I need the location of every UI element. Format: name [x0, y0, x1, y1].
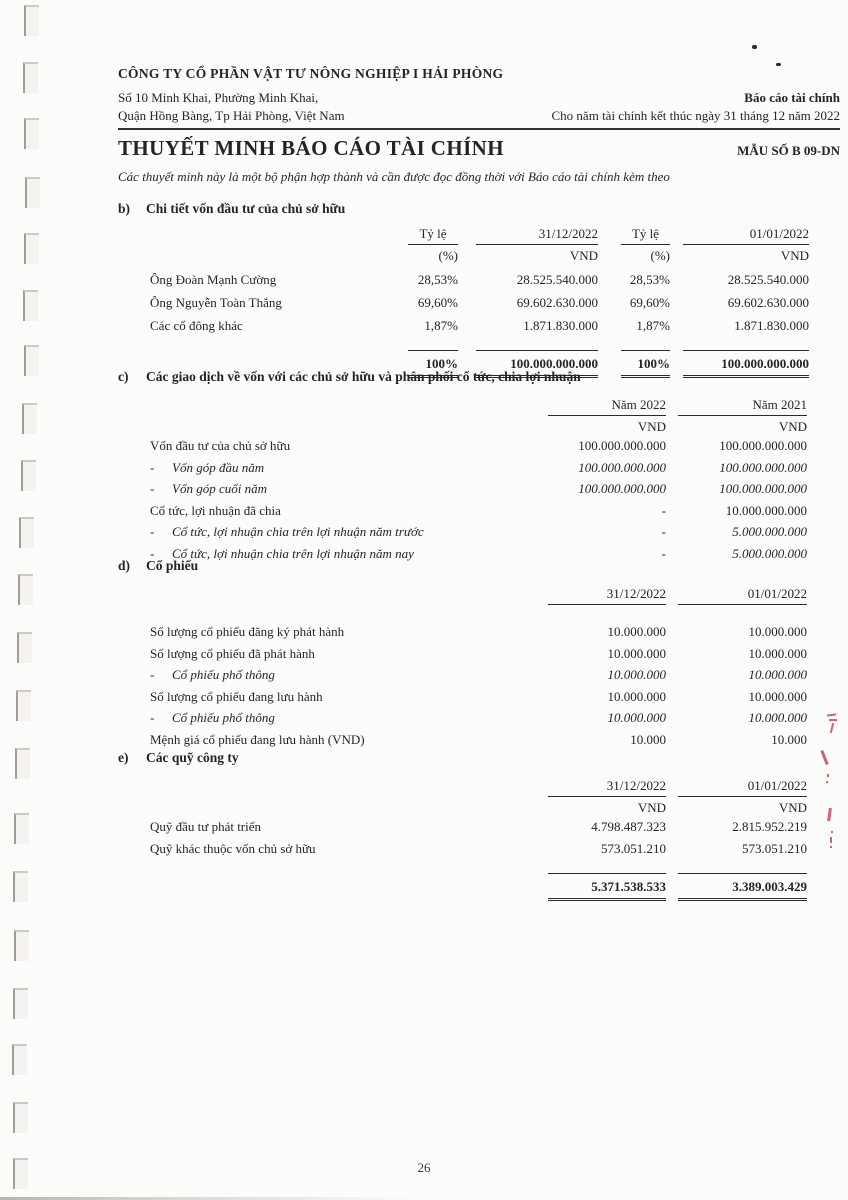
column-header: Tỷ lệ [621, 226, 670, 245]
column-header: Năm 2021 [678, 397, 807, 416]
row-label: Mệnh giá cổ phiếu đang lưu hành (VND) [150, 731, 365, 747]
section-title: Các quỹ công ty [146, 750, 239, 765]
title-row [118, 136, 840, 161]
company-name: CÔNG TY CỔ PHẦN VẬT TƯ NÔNG NGHIỆP I HẢI PHÒNG [118, 66, 504, 81]
section-letter: c) [118, 369, 129, 384]
row-label: Vốn góp cuối năm [172, 481, 267, 496]
section-heading [118, 369, 840, 385]
table-row: Số lượng cổ phiếu đăng ký phát hành 10.000.000 10.000.000 [118, 621, 807, 643]
row-label: Ông Đoàn Mạnh Cường [150, 272, 277, 287]
row-label: Số lượng cổ phiếu đã phát hành [150, 645, 315, 661]
table-row: Quỹ khác thuộc vốn chủ sở hữu 573.051.210 573.051.210 [118, 838, 807, 860]
column-unit: VND [569, 248, 598, 263]
section-company-funds [118, 750, 840, 901]
column-header: Năm 2022 [548, 397, 666, 416]
row-label: Vốn góp đầu năm [172, 459, 265, 475]
row-label: Ông Nguyễn Toàn Thắng [150, 295, 282, 310]
table-row: Ông Nguyễn Toàn Thắng 69,60% 69.602.630.000 69,60% 69.602.630.000 [118, 291, 840, 314]
page-number: 26 [417, 1160, 431, 1175]
table-subheader-row [118, 248, 840, 264]
table-subrow: - Cổ tức, lợi nhuận chia trên lợi nhuận năm trước - 5.000.000.000 [118, 521, 807, 543]
column-unit: VND [778, 800, 807, 815]
table-header-row [118, 778, 807, 797]
column-header: Tỷ lệ [408, 226, 458, 245]
table-row: Các cổ đông khác 1,87% 1.871.830.000 1,87% 1.871.830.000 [118, 314, 840, 337]
table-row: Số lượng cổ phiếu đang lưu hành 10.000.000 10.000.000 [118, 686, 807, 708]
section-heading [118, 558, 840, 574]
section-capital-transactions [118, 369, 840, 564]
column-header: 01/01/2022 [683, 226, 809, 245]
report-period: Cho năm tài chính kết thúc ngày 31 tháng 12 năm 2022 [551, 108, 840, 123]
section-heading [118, 201, 840, 217]
section-letter: d) [118, 558, 131, 573]
column-unit: VND [637, 800, 666, 815]
row-label: Quỹ đầu tư phát triển [150, 819, 262, 834]
table-header-row [118, 397, 807, 416]
row-label: Cổ phiếu phổ thông [172, 667, 275, 682]
row-label: Các cổ đông khác [150, 318, 243, 333]
column-header: 31/12/2022 [548, 586, 666, 605]
scan-speck [752, 45, 757, 49]
column-unit: VND [778, 419, 807, 434]
report-type-label: Báo cáo tài chính [744, 90, 840, 105]
column-unit: (%) [650, 248, 670, 263]
header-meta-row [118, 89, 840, 130]
table-row: Số lượng cổ phiếu đã phát hành 10.000.000 10.000.000 [118, 643, 807, 665]
table-subrow: - Cổ tức, lợi nhuận chia trên lợi nhuận năm nay - 5.000.000.000 [118, 543, 807, 565]
row-label: Cổ tức, lợi nhuận chia trên lợi nhuận năm nay [172, 545, 414, 561]
table-row: Mệnh giá cổ phiếu đang lưu hành (VND) 10.000 10.000 [118, 729, 807, 751]
row-label: Vốn đầu tư của chủ sở hữu [150, 438, 291, 453]
column-unit: VND [637, 419, 666, 434]
section-title: Chi tiết vốn đầu tư của chủ sở hữu [146, 201, 346, 216]
column-header: 01/01/2022 [678, 586, 807, 605]
column-unit: VND [780, 248, 809, 263]
table-header-row [118, 226, 840, 245]
table-total-row: 5.371.538.533 3.389.003.429 [118, 873, 807, 901]
section-title: Cổ phiếu [146, 558, 199, 573]
column-header: 31/12/2022 [548, 778, 666, 797]
page-title: THUYẾT MINH BÁO CÁO TÀI CHÍNH [118, 136, 504, 160]
address-line-1: Số 10 Minh Khai, Phường Minh Khai, [118, 90, 319, 105]
row-label: Quỹ khác thuộc vốn chủ sở hữu [150, 840, 316, 856]
table-subrow: - Cổ phiếu phổ thông 10.000.000 10.000.000 [118, 707, 807, 729]
section-shares [118, 558, 840, 750]
column-header: 31/12/2022 [476, 226, 598, 245]
table-subrow: - Vốn góp cuối năm 100.000.000.000 100.000.000.000 [118, 478, 807, 500]
row-label: Số lượng cổ phiếu đang lưu hành [150, 688, 323, 704]
table-row: Ông Đoàn Mạnh Cường 28,53% 28.525.540.000 28,53% 28.525.540.000 [118, 268, 840, 291]
section-letter: b) [118, 201, 131, 216]
row-label: Cổ phiếu phổ thông [172, 710, 275, 725]
table-subrow: - Vốn góp đầu năm 100.000.000.000 100.000.000.000 [118, 457, 807, 479]
address-line-2: Quận Hồng Bàng, Tp Hải Phòng, Việt Nam [118, 108, 345, 123]
table-header-row [118, 586, 807, 605]
section-title: Các giao dịch về vốn với các chủ sở hữu và phân phối cổ tức, chia lợi nhuận [146, 369, 581, 384]
form-code: MẪU SỐ B 09-DN [737, 143, 840, 158]
column-unit: (%) [438, 248, 458, 263]
column-header: 01/01/2022 [678, 778, 807, 797]
section-owner-capital [118, 201, 840, 378]
table-row: Cổ tức, lợi nhuận đã chia - 10.000.000.000 [118, 500, 807, 522]
table-row: Vốn đầu tư của chủ sở hữu 100.000.000.000 100.000.000.000 [118, 435, 807, 457]
document-header [118, 66, 840, 130]
section-letter: e) [118, 750, 129, 765]
table-total-row: 100% 100.000.000.000 100% 100.000.000.000 [118, 350, 840, 378]
row-label: Cổ tức, lợi nhuận đã chia [150, 502, 281, 518]
row-label: Cổ tức, lợi nhuận chia trên lợi nhuận năm trước [172, 524, 424, 539]
table-unit-row [118, 419, 807, 435]
row-label: Số lượng cổ phiếu đăng ký phát hành [150, 624, 345, 639]
table-unit-row [118, 800, 807, 816]
table-subrow: - Cổ phiếu phổ thông 10.000.000 10.000.000 [118, 664, 807, 686]
section-heading [118, 750, 840, 766]
table-row: Quỹ đầu tư phát triển 4.798.487.323 2.815.952.219 [118, 816, 807, 838]
notes-disclaimer: Các thuyết minh này là một bộ phận hợp thành và cần được đọc đồng thời với Báo cáo tài chính kèm theo [118, 169, 670, 184]
